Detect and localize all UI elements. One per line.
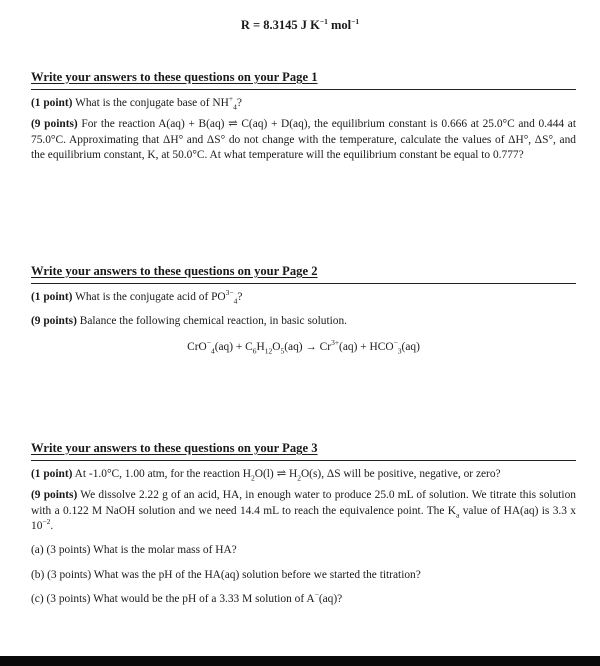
eq-part: CrO bbox=[187, 340, 207, 353]
question-balance bbox=[31, 314, 576, 329]
subscript: 2 bbox=[297, 473, 301, 483]
subquestion-text: What is the molar mass of HA? bbox=[90, 544, 237, 557]
subscript: 2 bbox=[251, 473, 255, 483]
section-header: Write your answers to these questions on your Page 1 bbox=[31, 70, 576, 90]
question-text: What is the conjugate acid of PO bbox=[72, 291, 226, 303]
charge: 3− bbox=[225, 288, 234, 298]
gas-constant bbox=[0, 18, 600, 33]
points-label: (9 points) bbox=[31, 118, 78, 131]
question-conjugate-base bbox=[31, 96, 576, 111]
section-page-1 bbox=[31, 70, 576, 163]
subquestion-c bbox=[31, 590, 576, 606]
question-text: At -1.0°C, 1.00 atm, for the reaction H bbox=[72, 468, 251, 480]
question-entropy bbox=[31, 467, 576, 482]
section-header: Write your answers to these questions on your Page 2 bbox=[31, 264, 576, 284]
eq-sub: 4 bbox=[210, 345, 215, 355]
question-titration bbox=[31, 488, 576, 534]
points-label: (1 point) bbox=[31, 97, 73, 109]
points-label: (9 points) bbox=[31, 315, 77, 328]
subquestion-label: (c) (3 points) bbox=[31, 593, 91, 606]
subquestion-a bbox=[31, 544, 576, 556]
eq-sub: 12 bbox=[264, 345, 273, 355]
eq-sup: 3+ bbox=[331, 337, 340, 347]
question-text: Balance the following chemical reaction, in basic solution. bbox=[76, 315, 348, 328]
question-text: We dissolve 2.22 g of an acid, HA, in enough water to produce 25.0 mL of solution. We titrate this solution with a 0.122 M NaOH solution and we need 14.4 mL to reach the equivalence point. The K bbox=[31, 489, 576, 517]
eq-part: O bbox=[272, 340, 281, 353]
question-text: O(l) ⇌ H bbox=[254, 468, 298, 480]
question-text: For the reaction A(aq) + B(aq) ⇌ C(aq) + D(aq), the equilibrium constant is 0.666 at 25.0°C and 0.444 at 75.0°C. Approximating that ΔH° and ΔS° do not change with the temperature, calculate the values of ΔH°, ΔS°, and the equilibrium constant, K, at 50.0°C. At what temperature will the equilibrium constant be equal to 0.777? bbox=[31, 118, 576, 161]
points-label: (1 point) bbox=[31, 468, 73, 480]
gas-constant-exp1: −1 bbox=[319, 16, 328, 26]
chemical-equation bbox=[31, 337, 576, 355]
subquestion-label: (b) (3 points) bbox=[31, 569, 92, 582]
subquestion-b bbox=[31, 569, 576, 581]
charge: − bbox=[314, 590, 319, 600]
points-label: (9 points) bbox=[31, 489, 78, 502]
eq-sub: 5 bbox=[280, 345, 285, 355]
points-label: (1 point) bbox=[31, 291, 73, 303]
subquestion-end: (aq)? bbox=[318, 593, 343, 606]
gas-constant-mol: mol bbox=[327, 18, 352, 32]
eq-part: (aq) + C bbox=[214, 340, 253, 353]
subquestion-text: What would be the pH of a 3.33 M solution of A bbox=[90, 593, 315, 606]
eq-sup: − bbox=[206, 337, 211, 347]
subscript: 4 bbox=[233, 102, 237, 112]
charge: + bbox=[228, 94, 234, 104]
gas-constant-exp2: −1 bbox=[351, 16, 360, 26]
eq-part: (aq) + HCO bbox=[339, 340, 394, 353]
gas-constant-text: R = 8.3145 J K bbox=[240, 18, 320, 32]
eq-sub: 3 bbox=[397, 345, 402, 355]
subscript: 4 bbox=[233, 296, 238, 306]
eq-sub: 6 bbox=[252, 345, 257, 355]
subquestion-label: (a) (3 points) bbox=[31, 544, 91, 557]
exponent: −2 bbox=[42, 517, 51, 527]
question-conjugate-acid bbox=[31, 290, 576, 305]
eq-part: H bbox=[256, 340, 265, 353]
question-text: value of HA(aq) is 3.3 x 10 bbox=[31, 504, 576, 532]
question-end: ? bbox=[236, 97, 242, 109]
eq-part: (aq) bbox=[401, 340, 420, 353]
eq-part: (aq) → Cr bbox=[284, 340, 332, 353]
section-page-2 bbox=[31, 264, 576, 353]
subscript: a bbox=[456, 509, 460, 519]
subquestion-text: What was the pH of the HA(aq) solution before we started the titration? bbox=[91, 569, 421, 582]
question-text: What is the conjugate base of NH bbox=[72, 97, 229, 109]
bottom-bar bbox=[0, 656, 600, 666]
eq-sup: − bbox=[393, 337, 398, 347]
question-text: O(s), ΔS will be positive, negative, or zero? bbox=[300, 468, 501, 480]
question-text: . bbox=[50, 519, 54, 532]
section-header: Write your answers to these questions on your Page 3 bbox=[31, 441, 576, 461]
section-page-3 bbox=[31, 441, 576, 605]
question-end: ? bbox=[237, 291, 243, 303]
question-equilibrium bbox=[31, 117, 576, 163]
